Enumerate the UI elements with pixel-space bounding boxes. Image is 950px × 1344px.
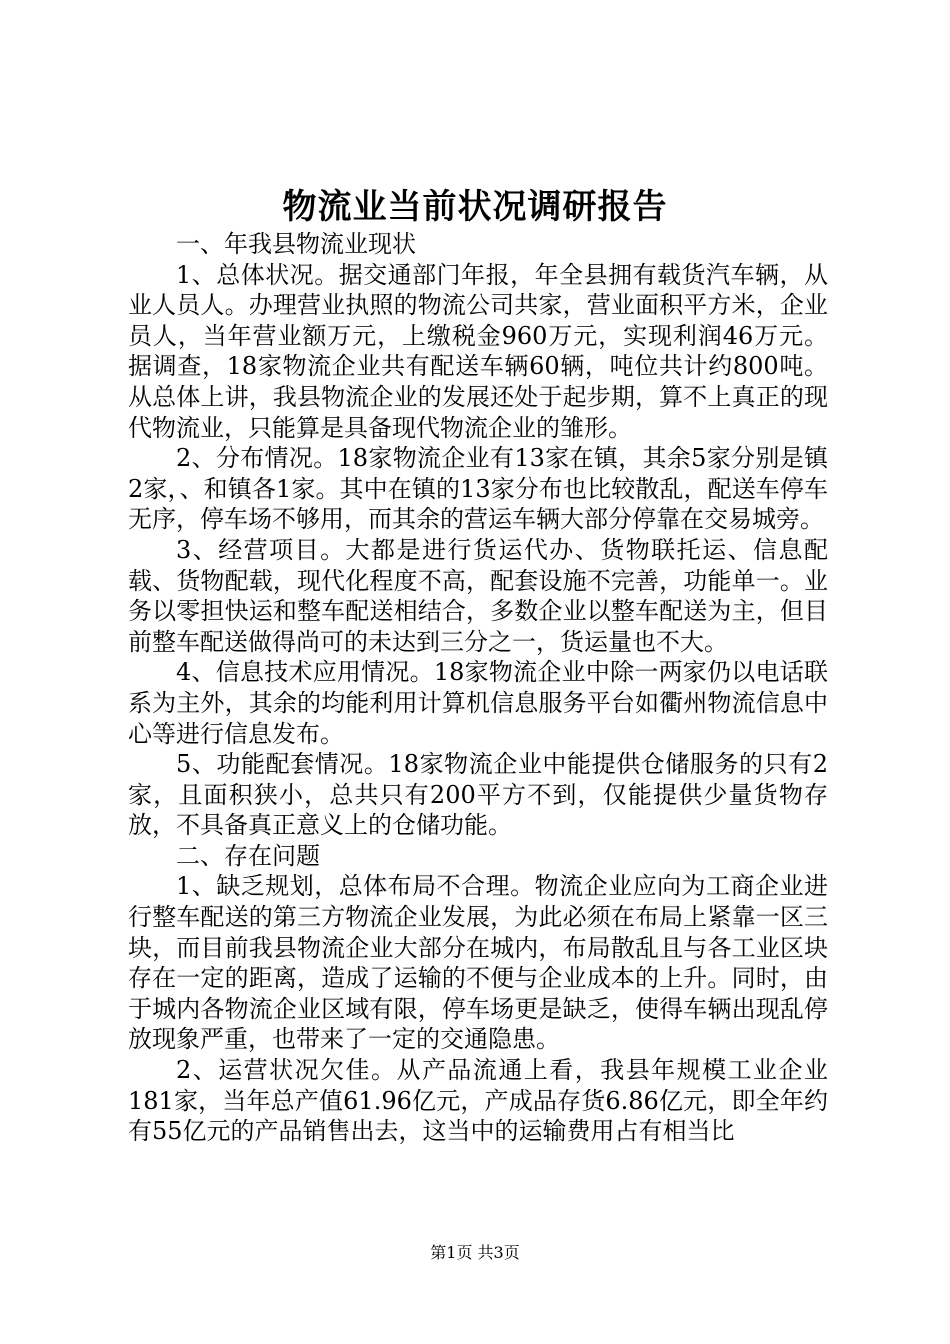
paragraph: 1、缺乏规划，总体布局不合理。物流企业应向为工商企业进行整车配送的第三方物流企业发展，为此必须在布局上紧靠一区三块，而目前我县物流企业大部分在城内，布局散乱且与各工业区块存在一定的距离，造成了运输的不便与企业成本的上升。同时，由于城内各物流企业区域有限，停车场更是缺乏，使得车辆出现乱停放现象严重，也带来了一定的交通隐患。 (128, 872, 828, 1054)
paragraph: 5、功能配套情况。18家物流企业中能提供仓储服务的只有2家，且面积狭小，总共只有200平方不到，仅能提供少量货物存放，不具备真正意义上的仓储功能。 (128, 750, 828, 840)
paragraph: 4、信息技术应用情况。18家物流企业中除一两家仍以电话联系为主外，其余的均能利用计算机信息服务平台如衢州物流信息中心等进行信息发布。 (128, 658, 828, 748)
document-body (128, 229, 828, 1147)
paragraph: 1、总体状况。据交通部门年报，年全县拥有载货汽车辆，从业人员人。办理营业执照的物流公司共家，营业面积平方米，企业员人，当年营业额万元，上缴税金960万元，实现利润46万元。据调查，18家物流企业共有配送车辆60辆，吨位共计约800吨。从总体上讲，我县物流企业的发展还处于起步期，算不上真正的现代物流业，只能算是具备现代物流企业的雏形。 (128, 260, 828, 442)
section-heading: 二、存在问题 (176, 841, 320, 870)
paragraph: 3、经营项目。大都是进行货运代办、货物联托运、信息配载、货物配载，现代化程度不高，配套设施不完善，功能单一。业务以零担快运和整车配送相结合，多数企业以整车配送为主，但目前整车配送做得尚可的未达到三分之一，货运量也不大。 (128, 535, 828, 656)
section-heading: 一、年我县物流业现状 (176, 230, 416, 258)
document-title: 物流业当前状况调研报告 (282, 187, 668, 227)
page-number: 第1页 共3页 (430, 1243, 520, 1262)
paragraph: 2、分布情况。18家物流企业有13家在镇，其余5家分别是镇2家，、和镇各1家。其中在镇的13家分布也比较散乱，配送车停车无序，停车场不够用，而其余的营运车辆大部分停靠在交易城旁。 (128, 444, 828, 534)
paragraph: 2、运营状况欠佳。从产品流通上看，我县年规模工业企业181家，当年总产值61.96亿元，产成品存货6.86亿元，即全年约有55亿元的产品销售出去，这当中的运输费用占有相当比 (128, 1056, 828, 1146)
